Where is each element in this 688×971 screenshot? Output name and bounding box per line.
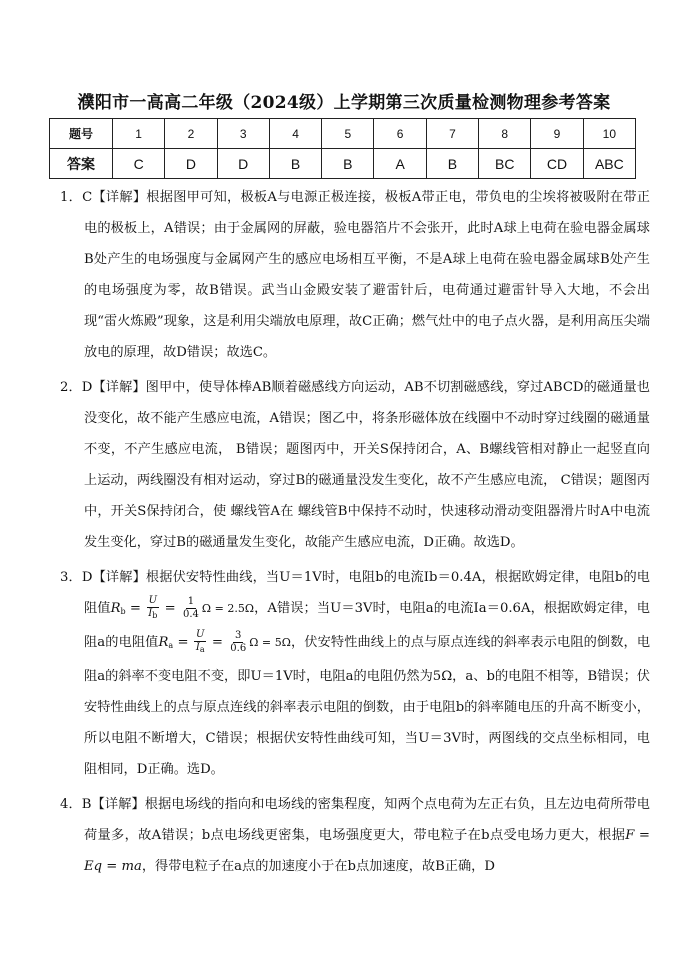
q3-text-part3: ，伏安特性曲线上的点与原点连线的斜率表示电阻的倒数，电阻a的斜率不变电阻不变，即U＝1V时，电阻a的电阻仍然为5Ω，a、b的电阻不相等，B错误；伏安特性曲线上的点与原点连线的斜率表示电阻的倒数，由于电阻b的斜率随电压的升高不断变小，所以电阻不断增大，C错误；根据伏安特性曲线可知，当U＝3V时，两图线的交点坐标相同，电阻相同，D正确。选D。: [84, 635, 651, 777]
q3-equation-ra: $R_a$ = $\frac{U}{I_a}$ = $\frac{3}{0.6}$ Ω = 5Ω: [158, 629, 291, 654]
answer-cell: CD: [531, 149, 583, 179]
explanation-q3: [60, 562, 650, 785]
number-cell: 4: [269, 119, 321, 149]
q4-formula: F = Eq = ma: [84, 828, 650, 874]
answer-cell: ABC: [583, 149, 635, 179]
answer-row: [50, 149, 636, 179]
number-cell: 1: [113, 119, 165, 149]
answer-cell: A: [374, 149, 426, 179]
number-cell: 5: [322, 119, 374, 149]
number-cell: 7: [426, 119, 478, 149]
number-cell: 3: [217, 119, 269, 149]
answer-cell: D: [217, 149, 269, 179]
explanation-q1: 1．C【详解】根据图甲可知，极板A与电源正极连接，极板A带正电，带负电的尘埃将被吸附在带正电的极板上，A错误；由于金属网的屏蔽，验电器箔片不会张开，此时A球上电荷在验电器金属球B处产生的电场强度与金属网产生的感应电场相互平衡，不是A球上电荷在验电器金属球B处产生的电场强度为零，故B错误。武当山金殿安装了避雷针后，电荷通过避雷针导入大地，不会出现“雷火炼殿”现象，这是利用尖端放电原理，故C正确；燃气灶中的电子点火器，是利用高压尖端放电的原理，故D错误；故选C。: [60, 190, 650, 360]
q3-text-part2: ，A错误；当U＝3V时，电阻a的电流Ia＝0.6A，根据欧姆定律，电阻a的电阻值: [84, 601, 650, 650]
answer-cell: B: [426, 149, 478, 179]
number-cell: 6: [374, 119, 426, 149]
explanation-q2: 2．D【详解】图甲中，使导体棒AB顺着磁感线方向运动，AB不切割磁感线，穿过ABCD的磁通量也没变化，故不能产生感应电流，A错误；图乙中，将条形磁体放在线圈中不动时穿过线圈的磁通量不变，不产生感应电流， B错误；题图丙中，开关S保持闭合，A、B螺线管相对静止一起竖直向上运动，两线圈没有相对运动，穿过B的磁通量没发生变化，故不产生感应电流， C错误；题图丙中，开关S保持闭合，使 螺线管A在 螺线管B中保持不动时，快速移动滑动变阻器滑片时A中电流发生变化，穿过B的磁通量发生变化，故能产生感应电流，D正确。故选D。: [60, 380, 650, 550]
answer-explanations: [60, 182, 650, 886]
number-header-cell: 题号: [50, 119, 113, 149]
page-title: 濮阳市一高高二年级（2024级）上学期第三次质量检测物理参考答案: [77, 93, 611, 113]
answer-cell: BC: [479, 149, 531, 179]
q3-text-part1: 3．D【详解】根据伏安特性曲线，当U＝1V时，电阻b的电流Ib＝0.4A，根据欧姆定律，电阻b的电阻值: [60, 570, 650, 616]
answer-cell: D: [165, 149, 217, 179]
answer-header-cell: 答案: [50, 149, 113, 179]
answer-cell: C: [113, 149, 165, 179]
explanation-q4: [60, 789, 650, 882]
q4-text-part1: 4．B【详解】根据电场线的指向和电场线的密集程度，知两个点电荷为左正右负，且左边电荷所带电荷量多，故A错误；b点电场线更密集，电场强度更大，带电粒子在b点受电场力更大，根据: [60, 797, 650, 843]
number-cell: 9: [531, 119, 583, 149]
question-number-row: [50, 119, 636, 149]
number-cell: 2: [165, 119, 217, 149]
number-cell: 10: [583, 119, 635, 149]
q3-equation-rb: $R_b$ = $\frac{U}{I_b}$ = $\frac{1}{0.4}$ Ω = 2.5Ω: [110, 595, 254, 620]
answer-cell: B: [322, 149, 374, 179]
answer-cell: B: [269, 149, 321, 179]
q4-text-part2: ，得带电粒子在a点的加速度小于在b点加速度，故B正确，D: [141, 859, 495, 874]
answer-table: [49, 118, 636, 179]
number-cell: 8: [479, 119, 531, 149]
